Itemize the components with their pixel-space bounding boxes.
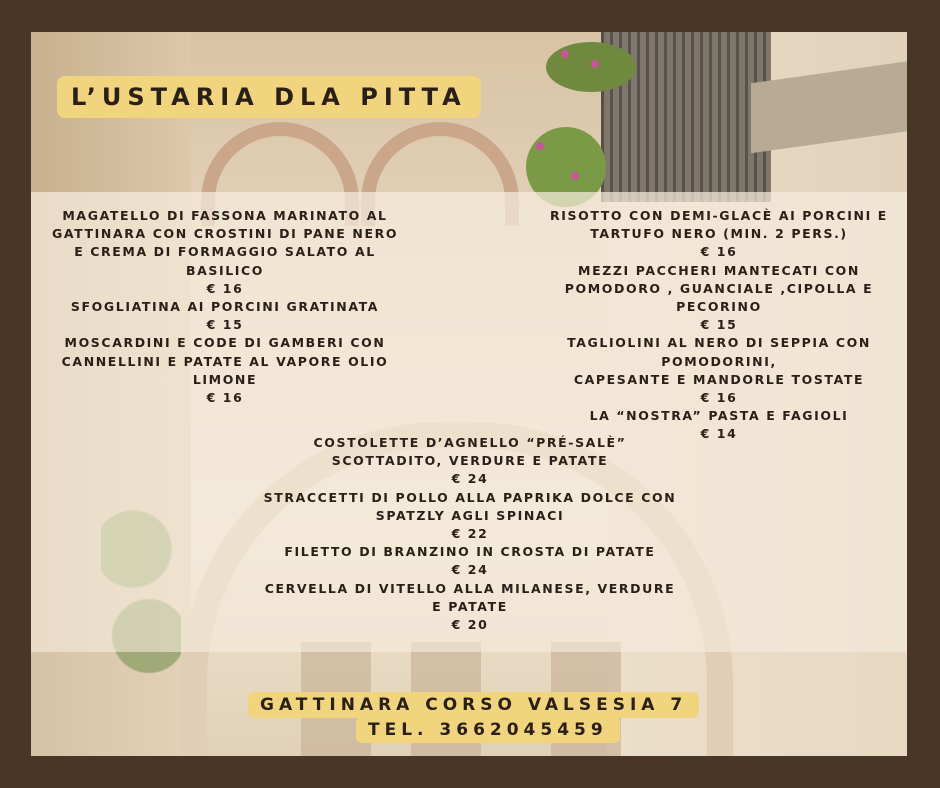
dish-price: € 16 <box>206 280 244 296</box>
dish-name: MEZZI PACCHERI MANTECATI CON POMODORO , GUANCIALE ,CIPOLLA E PECORINO <box>564 262 874 315</box>
background-plant <box>546 42 636 92</box>
dish-price: € 14 <box>700 426 738 442</box>
dish-name: STRACCETTI DI POLLO ALLA PAPRIKA DOLCE CON SPATZLY AGLI SPINACI <box>263 489 677 523</box>
dish-name: TAGLIOLINI AL NERO DI SEPPIA CON POMODORINI, <box>567 335 871 369</box>
dish-price: € 20 <box>451 617 489 633</box>
dish-price: € 16 <box>206 390 244 406</box>
background-flower <box>591 60 599 68</box>
dish-price: € 24 <box>451 471 489 487</box>
phone-label: TEL. 3662045459 <box>356 717 620 743</box>
background-flower <box>536 142 544 150</box>
menu-column-left <box>44 207 406 407</box>
dish-name: SFOGLIATINA AI PORCINI GRATINATA <box>70 299 380 315</box>
dish-price: € 15 <box>206 317 244 333</box>
dish-price: € 16 <box>700 244 738 260</box>
dish-name-continued: CAPESANTE E MANDORLE TOSTATE <box>573 371 865 387</box>
background-flower <box>561 50 569 58</box>
dish-name: COSTOLETTE D’AGNELLO “PRÉ-SALÈ” SCOTTADITO, VERDURE E PATATE <box>313 435 627 469</box>
dish-price: € 24 <box>451 562 489 578</box>
dish-name: LA “NOSTRA” PASTA E FAGIOLI <box>589 408 849 424</box>
background-flower <box>571 172 579 180</box>
dish-price: € 16 <box>700 390 738 406</box>
menu-column-right <box>538 207 900 444</box>
dish-name: CERVELLA DI VITELLO ALLA MILANESE, VERDURE E PATATE <box>264 580 676 614</box>
dish-price: € 22 <box>451 526 489 542</box>
address-label: GATTINARA CORSO VALSESIA 7 <box>248 692 699 718</box>
menu-column-center <box>262 434 678 634</box>
restaurant-title: L’USTARIA DLA PITTA <box>57 76 481 118</box>
dish-name: FILETTO DI BRANZINO IN CROSTA DI PATATE <box>284 544 656 560</box>
dish-name: RISOTTO CON DEMI-GLACÈ AI PORCINI E TARTUFO NERO (MIN. 2 PERS.) <box>550 208 888 242</box>
dish-name: MOSCARDINI E CODE DI GAMBERI CON CANNELLINI E PATATE AL VAPORE OLIO LIMONE <box>61 335 389 387</box>
dish-name: MAGATELLO DI FASSONA MARINATO AL GATTINARA CON CROSTINI DI PANE NERO E CREMA DI FORMAGGIO SALATO AL BASILICO <box>51 208 399 278</box>
dish-price: € 15 <box>700 317 738 333</box>
